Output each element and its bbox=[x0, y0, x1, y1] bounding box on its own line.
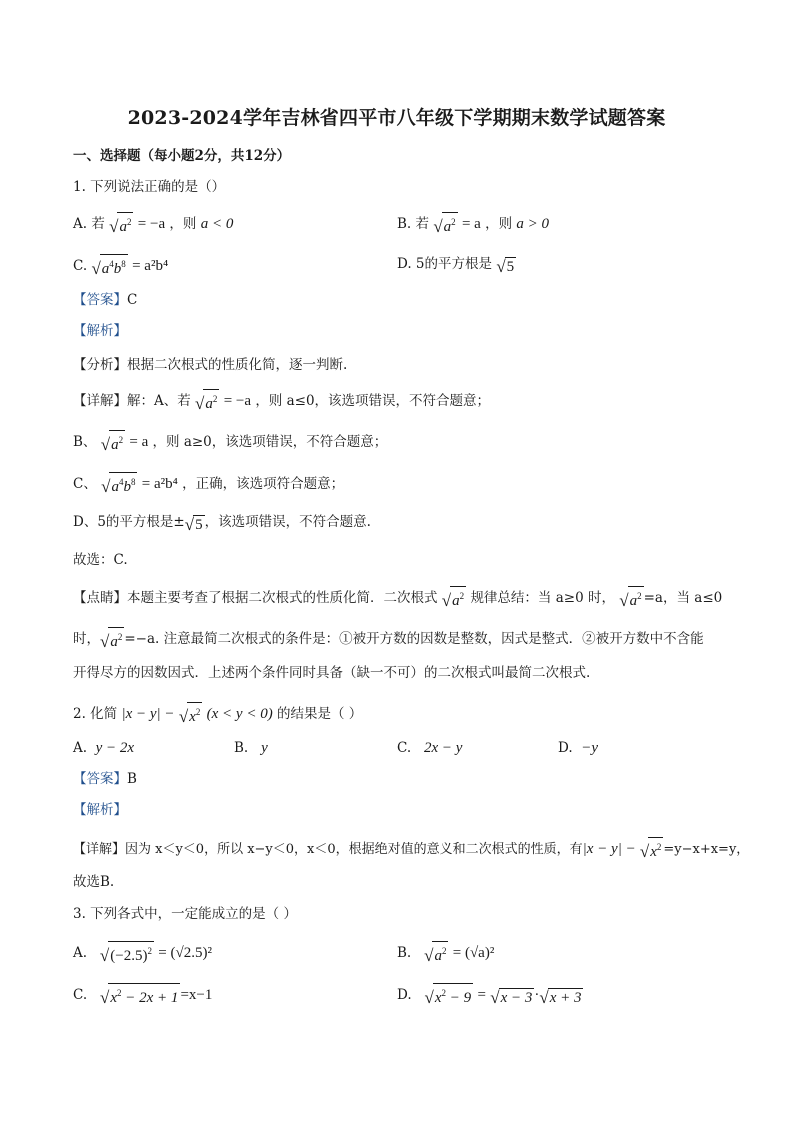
detail-c-post: ，正确，该选项符合题意； bbox=[182, 476, 345, 492]
q2-detail-text: 【详解】因为 x＜y＜0，所以 x−y＜0，x＜0，根据绝对值的意义和二次根式的性质，有 bbox=[73, 842, 583, 857]
q3-option-b-expr: = (√a)² bbox=[452, 945, 495, 961]
q1-option-a-cond: a < 0 bbox=[200, 216, 234, 232]
q2-option-a-expr: y − 2x bbox=[95, 740, 135, 756]
q1-option-b-cond: a > 0 bbox=[516, 216, 550, 232]
q1-answer bbox=[73, 290, 137, 310]
q2-stem-suffix: 的结果是（ ） bbox=[277, 706, 363, 722]
q3-option-b bbox=[397, 941, 494, 964]
dianjing-text: 时， bbox=[73, 631, 100, 647]
dianjing-text: =−a. 注意最简二次根式的条件是：①被开方数的因数是整数，因式是整式．②被开方数中不含能 bbox=[124, 631, 704, 647]
sqrt-a2: √ $a^2$ bbox=[433, 212, 457, 235]
q1-option-c-label: C. bbox=[73, 258, 88, 274]
q1-option-a-expr: = −a bbox=[137, 216, 166, 232]
q2-option-b bbox=[234, 738, 268, 758]
q2-stem bbox=[73, 702, 362, 725]
q1-detail-b bbox=[73, 430, 387, 453]
detail-a-post: ，则 a≤0，该选项错误，不符合题意； bbox=[255, 393, 491, 409]
q1-option-b-then: ，则 bbox=[485, 216, 513, 232]
q1-detail-a bbox=[73, 389, 490, 412]
q1-option-b-expr: = a bbox=[461, 216, 481, 232]
detail-c-prefix: C、 bbox=[73, 476, 97, 492]
q2-stem-prefix: 2. 化简 bbox=[73, 706, 118, 722]
q2-choose: 故选B. bbox=[73, 874, 115, 890]
q2-option-b-expr: y bbox=[261, 740, 268, 756]
q1-option-c-expr: = a²b⁴ bbox=[132, 258, 169, 274]
q2-detail-post: =y−x+x=y， bbox=[663, 842, 750, 857]
q2-answer bbox=[73, 769, 137, 789]
q3-stem: 3. 下列各式中，一定能成立的是（ ） bbox=[73, 906, 297, 922]
q2-stem-condition: (x < y < 0) bbox=[206, 706, 273, 722]
dianjing-text: =a，当 a≤0 bbox=[643, 590, 723, 606]
sqrt-a2: √ $a^2$ bbox=[101, 430, 125, 453]
q1-dianjing-line2 bbox=[73, 627, 704, 650]
q3-option-a-label: A. bbox=[73, 945, 88, 961]
q3-option-d: D. √ $x^2 - 9$ = √ x − 3 · √ x + 3 bbox=[397, 983, 583, 1006]
sqrt-a4b8: √ $a^4b^8$ bbox=[91, 254, 127, 277]
q1-option-c bbox=[73, 254, 168, 277]
q2-detail-expr: |x − y| − bbox=[582, 841, 636, 857]
q2-option-b-label: B. bbox=[234, 740, 249, 756]
section-heading: 一、选择题（每小题2分，共12分） bbox=[73, 148, 291, 164]
q2-option-c-label: C. bbox=[397, 740, 412, 756]
detail-c-expr: = a²b⁴ bbox=[141, 476, 178, 492]
sqrt-5: √ 5 bbox=[496, 257, 515, 276]
q2-option-d bbox=[558, 738, 598, 758]
sqrt-a2: √ $a^2$ bbox=[442, 586, 466, 609]
detail-prefix: 【详解】解：A、若 bbox=[73, 393, 191, 409]
sqrt-a2: √ $a^2$ bbox=[109, 212, 133, 235]
detail-b-expr: = a bbox=[129, 434, 149, 450]
page-title: 2023-2024学年吉林省四平市八年级下学期期末数学试题答案 bbox=[127, 107, 666, 129]
sqrt-x-3: √ x − 3 bbox=[490, 988, 533, 1007]
detail-a-expr: = −a bbox=[223, 393, 252, 409]
q2-option-d-label: D. bbox=[558, 740, 573, 756]
q1-dianjing-line3: 开得尽方的因数因式．上述两个条件同时具备（缺一不可）的二次根式叫最简二次根式. bbox=[73, 665, 591, 681]
q2-analysis-tag: 【解析】 bbox=[73, 802, 127, 818]
q3-option-a-expr: = (√2.5)² bbox=[158, 945, 212, 961]
detail-d-post: ，该选项错误，不符合题意. bbox=[204, 514, 371, 530]
q1-option-a bbox=[73, 212, 233, 235]
q2-stem-expr: |x − y| − bbox=[121, 706, 175, 722]
q1-detail-d bbox=[73, 512, 371, 533]
sqrt-neg25-squared: √ $(-2.5)^2$ bbox=[100, 941, 154, 964]
q3-option-c-label: C. bbox=[73, 987, 88, 1003]
q1-option-b-label: B. 若 bbox=[397, 216, 430, 232]
q3-option-a bbox=[73, 941, 212, 964]
q2-option-a-label: A. bbox=[73, 740, 88, 756]
sqrt-x2: √ $x^2$ bbox=[179, 702, 203, 725]
sqrt-x2: √ $x^2$ bbox=[640, 837, 664, 860]
answer-value: B bbox=[127, 771, 137, 787]
q1-dianjing-line1 bbox=[73, 586, 722, 609]
sqrt-x2-9: √ $x^2 - 9$ bbox=[425, 983, 474, 1006]
q1-detail-c bbox=[73, 472, 344, 495]
q3-option-d-label: D. bbox=[397, 987, 412, 1003]
q3-option-c bbox=[73, 983, 212, 1006]
answer-tag: 【答案】 bbox=[73, 771, 127, 787]
q1-option-a-then: ，则 bbox=[169, 216, 197, 232]
detail-b-prefix: B、 bbox=[73, 434, 97, 450]
dianjing-text: 规律总结：当 a≥0 时， bbox=[470, 590, 615, 606]
answer-tag: 【答案】 bbox=[73, 292, 127, 308]
q1-analysis-tag: 【解析】 bbox=[73, 323, 127, 339]
sqrt-a2: √ $a^2$ bbox=[424, 941, 448, 964]
sqrt-a2: √ $a^2$ bbox=[100, 627, 124, 650]
detail-d-text: D、5的平方根是± bbox=[73, 514, 185, 530]
q2-option-a bbox=[73, 738, 134, 758]
q3-option-d-expr: = bbox=[477, 987, 486, 1003]
sqrt-x-plus-3: √ x + 3 bbox=[539, 988, 582, 1007]
q1-option-d-text: D. 5的平方根是 bbox=[397, 256, 493, 272]
q2-option-c-expr: 2x − y bbox=[424, 740, 463, 756]
q3-option-c-expr: =x−1 bbox=[180, 987, 213, 1003]
q1-option-b bbox=[397, 212, 549, 235]
q1-choose: 故选：C. bbox=[73, 552, 128, 568]
sqrt-5: √ 5 bbox=[184, 515, 203, 534]
q1-fenxi: 【分析】根据二次根式的性质化简，逐一判断. bbox=[73, 357, 348, 373]
q1-stem: 1. 下列说法正确的是（） bbox=[73, 179, 226, 195]
q2-option-d-expr: −y bbox=[581, 740, 599, 756]
sqrt-x2-2x-1: √ $x^2 - 2x + 1$ bbox=[100, 983, 180, 1006]
sqrt-a2: √ $a^2$ bbox=[619, 586, 643, 609]
q2-option-c bbox=[397, 738, 462, 758]
q1-option-d bbox=[397, 254, 516, 275]
detail-b-post: ，则 a≥0，该选项错误，不符合题意； bbox=[152, 434, 388, 450]
q2-detail bbox=[73, 837, 749, 860]
sqrt-a2: √ $a^2$ bbox=[195, 389, 219, 412]
answer-value: C bbox=[127, 292, 138, 308]
dianjing-text: 【点睛】本题主要考查了根据二次根式的性质化简．二次根式 bbox=[73, 590, 438, 606]
q3-option-b-label: B. bbox=[397, 945, 412, 961]
q1-option-a-label: A. 若 bbox=[73, 216, 105, 232]
sqrt-a4b8: √ $a^4b^8$ bbox=[101, 472, 137, 495]
